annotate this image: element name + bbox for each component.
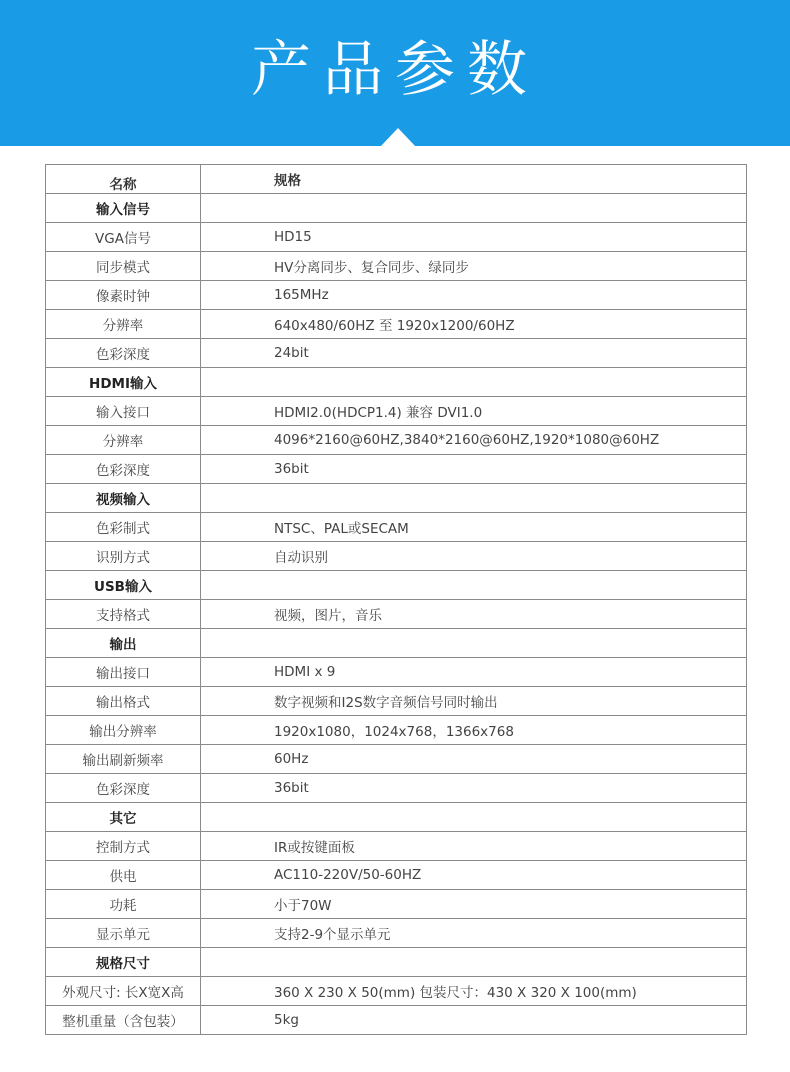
table-row <box>46 223 747 252</box>
param-value: 360 X 230 X 50(mm) 包装尺寸：430 X 320 X 100(mm) <box>201 977 747 1006</box>
param-name: 色彩深度 <box>46 774 201 803</box>
title-banner <box>0 0 790 146</box>
section-title: 视频输入 <box>46 484 201 513</box>
table-row <box>46 281 747 310</box>
section-title: 输出 <box>46 629 201 658</box>
param-value: 视频，图片，音乐 <box>201 600 747 629</box>
table-row <box>46 310 747 339</box>
param-name: 外观尺寸: 长X宽X高 <box>46 977 201 1006</box>
param-name: 输出刷新频率 <box>46 745 201 774</box>
param-value <box>201 484 747 513</box>
section-title: HDMI输入 <box>46 368 201 397</box>
table-row <box>46 745 747 774</box>
table-row <box>46 774 747 803</box>
param-name: 控制方式 <box>46 832 201 861</box>
page-title: 产品参数 <box>251 35 539 105</box>
table-row <box>46 658 747 687</box>
param-name: 支持格式 <box>46 600 201 629</box>
param-value <box>201 368 747 397</box>
table-row <box>46 397 747 426</box>
param-name: 显示单元 <box>46 919 201 948</box>
param-value: 数字视频和I2S数字音频信号同时输出 <box>201 687 747 716</box>
param-name: 色彩深度 <box>46 455 201 484</box>
param-name: 输出分辨率 <box>46 716 201 745</box>
param-value: 1920x1080，1024x768，1366x768 <box>201 716 747 745</box>
param-value: HV分离同步、复合同步、绿同步 <box>201 252 747 281</box>
param-name: 色彩深度 <box>46 339 201 368</box>
table-row <box>46 687 747 716</box>
table-row <box>46 832 747 861</box>
banner-notch <box>380 128 416 147</box>
table-row <box>46 890 747 919</box>
param-value: 36bit <box>201 455 747 484</box>
table-row <box>46 861 747 890</box>
section-title: USB输入 <box>46 571 201 600</box>
section-row <box>46 368 747 397</box>
section-row <box>46 629 747 658</box>
param-value: 165MHz <box>201 281 747 310</box>
table-row <box>46 600 747 629</box>
param-name: 供电 <box>46 861 201 890</box>
table-row <box>46 919 747 948</box>
param-value: 640x480/60HZ 至 1920x1200/60HZ <box>201 310 747 339</box>
param-name: VGA信号 <box>46 223 201 252</box>
param-value: IR或按键面板 <box>201 832 747 861</box>
section-row <box>46 948 747 977</box>
param-value: 支持2-9个显示单元 <box>201 919 747 948</box>
param-name: 分辨率 <box>46 310 201 339</box>
param-value: 小于70W <box>201 890 747 919</box>
param-value <box>201 948 747 977</box>
param-value <box>201 629 747 658</box>
section-title: 输入信号 <box>46 194 201 223</box>
param-name: 输出格式 <box>46 687 201 716</box>
param-value: 自动识别 <box>201 542 747 571</box>
param-value: 4096*2160@60HZ,3840*2160@60HZ,1920*1080@60HZ <box>201 426 747 455</box>
param-name: 同步模式 <box>46 252 201 281</box>
param-name: 像素时钟 <box>46 281 201 310</box>
section-row <box>46 571 747 600</box>
param-value: 60Hz <box>201 745 747 774</box>
table-row <box>46 1006 747 1035</box>
header-name: 名称 <box>46 165 201 194</box>
table-row <box>46 977 747 1006</box>
param-name: 输入接口 <box>46 397 201 426</box>
param-value: HDMI2.0(HDCP1.4) 兼容 DVI1.0 <box>201 397 747 426</box>
section-title: 规格尺寸 <box>46 948 201 977</box>
param-value <box>201 803 747 832</box>
param-value: NTSC、PAL或SECAM <box>201 513 747 542</box>
param-name: 功耗 <box>46 890 201 919</box>
param-name: 识别方式 <box>46 542 201 571</box>
param-value <box>201 194 747 223</box>
section-title: 其它 <box>46 803 201 832</box>
param-name: 输出接口 <box>46 658 201 687</box>
spec-table <box>45 164 747 1035</box>
section-row <box>46 803 747 832</box>
table-row <box>46 455 747 484</box>
param-value: AC110-220V/50-60HZ <box>201 861 747 890</box>
table-row <box>46 252 747 281</box>
param-value: HDMI x 9 <box>201 658 747 687</box>
header-spec: 规格 <box>201 165 747 194</box>
param-value: 36bit <box>201 774 747 803</box>
param-value: 24bit <box>201 339 747 368</box>
param-name: 色彩制式 <box>46 513 201 542</box>
param-value <box>201 571 747 600</box>
table-row <box>46 716 747 745</box>
section-row <box>46 484 747 513</box>
param-value: 5kg <box>201 1006 747 1035</box>
param-name: 整机重量（含包装） <box>46 1006 201 1035</box>
table-row <box>46 542 747 571</box>
table-header-row <box>46 165 747 194</box>
table-row <box>46 426 747 455</box>
param-name: 分辨率 <box>46 426 201 455</box>
section-row <box>46 194 747 223</box>
param-value: HD15 <box>201 223 747 252</box>
table-row <box>46 339 747 368</box>
table-row <box>46 513 747 542</box>
